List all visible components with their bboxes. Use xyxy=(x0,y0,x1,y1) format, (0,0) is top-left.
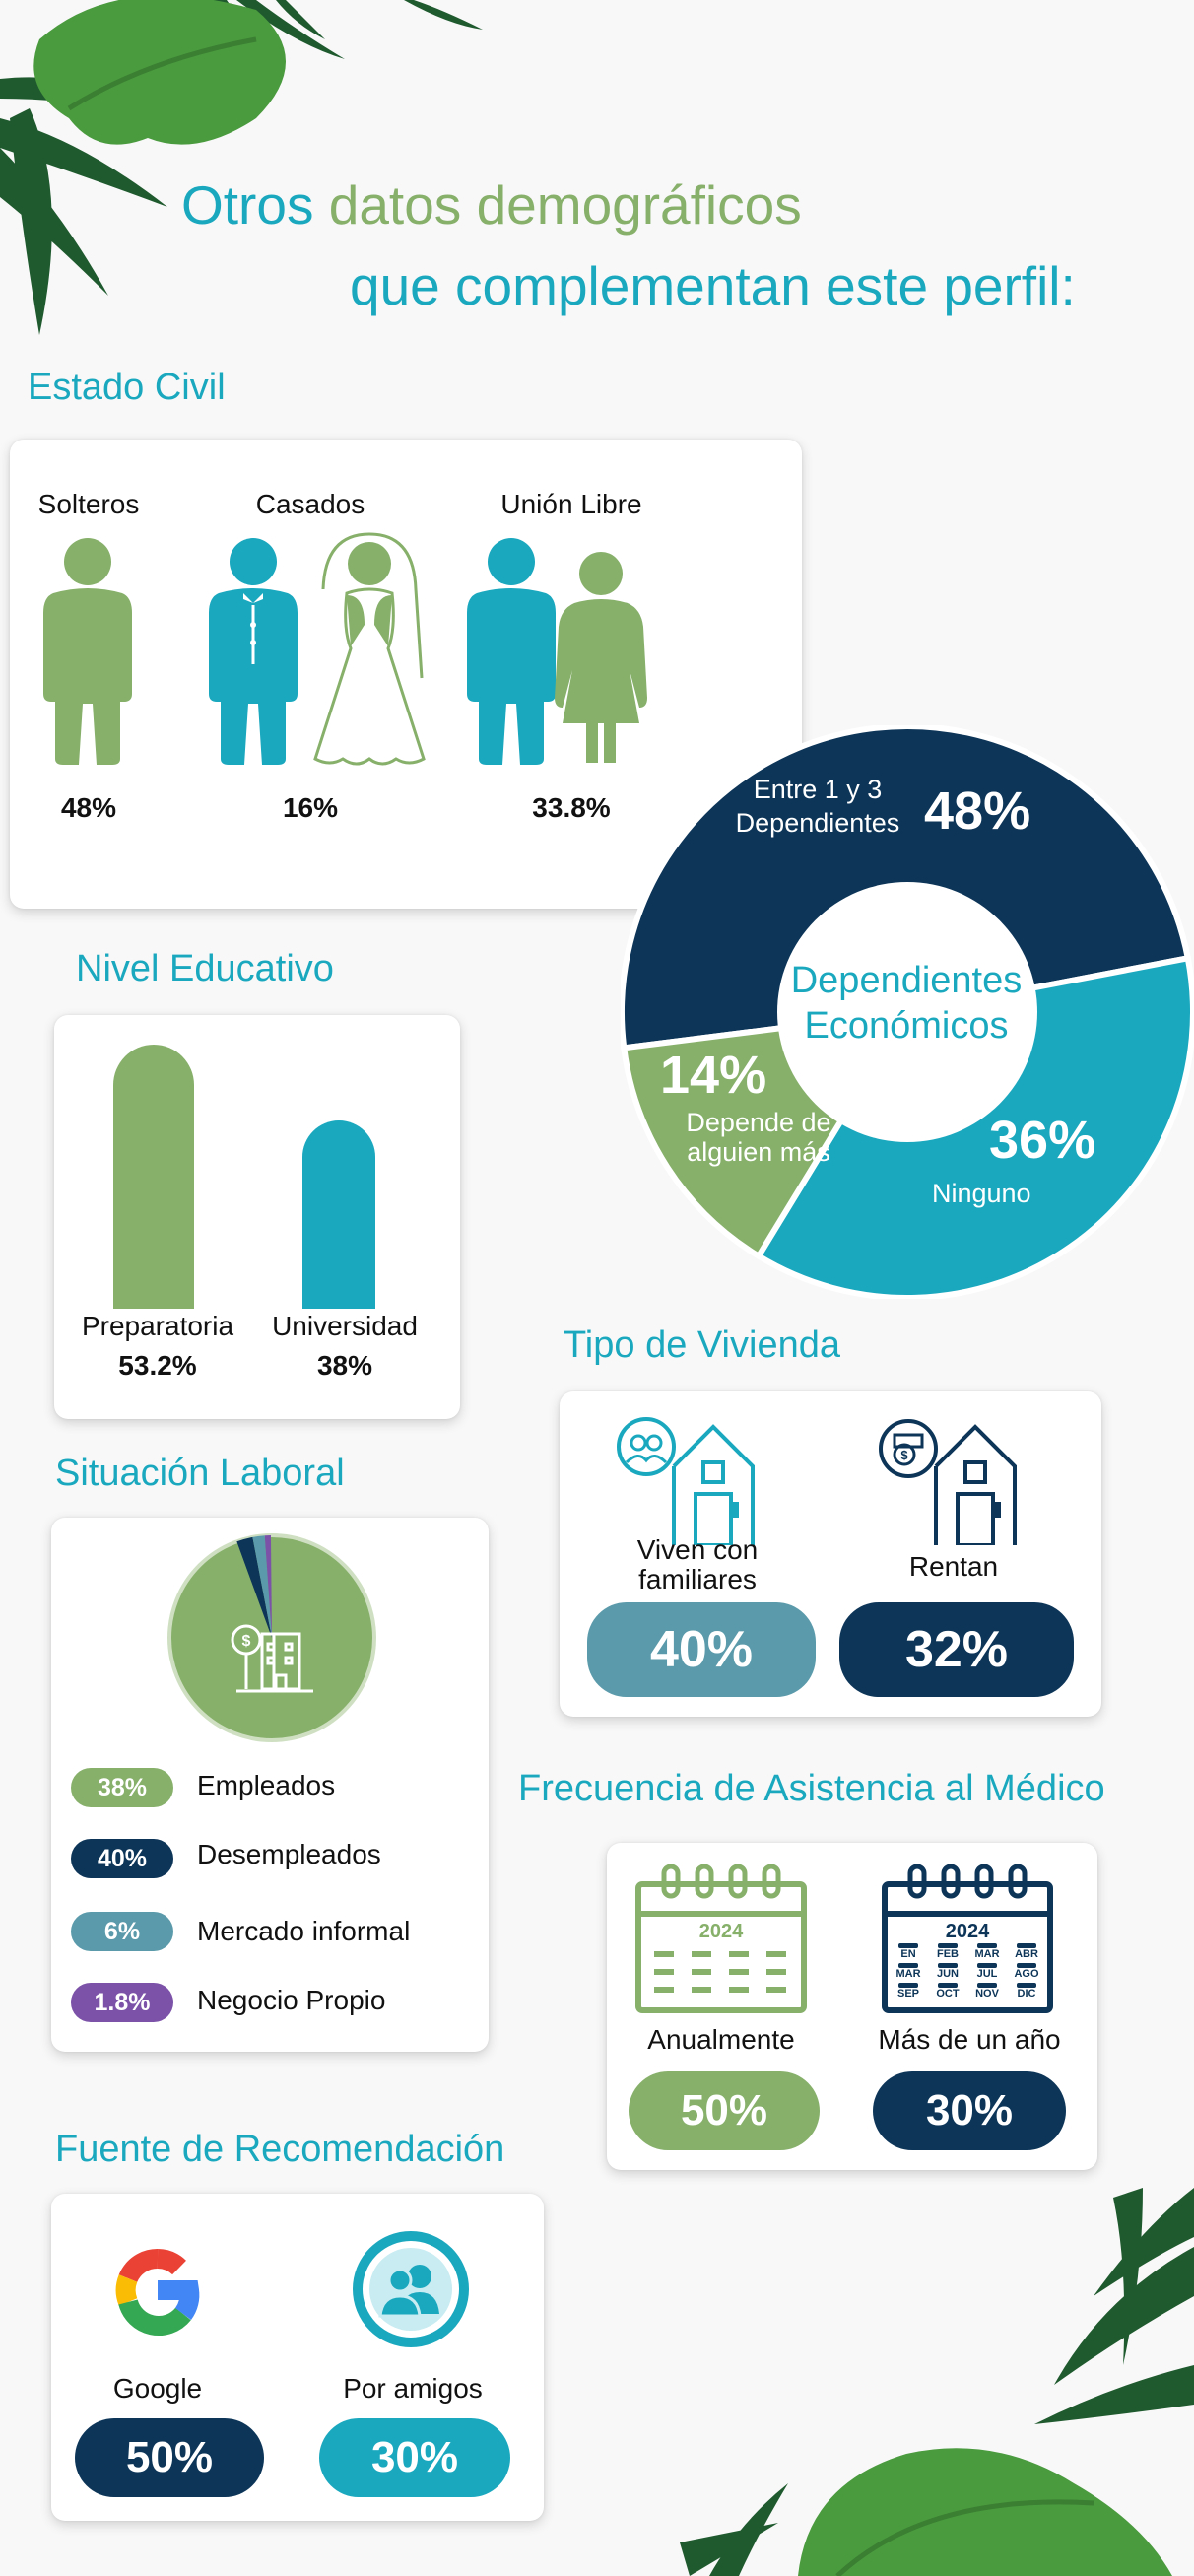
preparatoria-value: 53.2% xyxy=(118,1350,197,1381)
month-label: DIC xyxy=(1017,1988,1036,2000)
union-libre-label: Unión Libre xyxy=(500,489,642,519)
situacion-laboral-title: Situación Laboral xyxy=(55,1453,345,1494)
empleados-chip: 38% xyxy=(71,1768,173,1807)
house-rent-icon xyxy=(875,1407,1032,1545)
dep-slice-value-2: 36% xyxy=(989,1111,1096,1170)
svg-text:$: $ xyxy=(241,1633,251,1650)
dep-slice-label-3: Depende de alguien más xyxy=(686,1108,831,1167)
house-family-icon xyxy=(615,1407,772,1545)
dependientes-center-label: Dependientes Económicos xyxy=(790,960,1023,1047)
desempleados-label: Desempleados xyxy=(197,1839,381,1869)
header-line-2: que complementan este perfil: xyxy=(350,255,1076,316)
rentan-label: Rentan xyxy=(908,1551,999,1582)
google-label: Google xyxy=(112,2373,203,2404)
casados-value: 16% xyxy=(282,792,339,823)
bride-icon xyxy=(305,530,433,771)
svg-text:$: $ xyxy=(900,1448,908,1462)
header-line-1a: Otros xyxy=(181,174,329,236)
desempleados-chip: 40% xyxy=(71,1839,173,1878)
frecuencia-title: Frecuencia de Asistencia al Médico xyxy=(518,1768,1105,1809)
month-label: AGO xyxy=(1014,1968,1039,1980)
por-amigos-label: Por amigos xyxy=(343,2373,483,2404)
nivel-educativo-title: Nivel Educativo xyxy=(76,948,334,989)
month-label: JUL xyxy=(976,1968,998,1980)
tipo-vivienda-card xyxy=(560,1391,1101,1717)
dep-slice-label-2: Ninguno xyxy=(932,1179,1031,1208)
union-libre-value: 33.8% xyxy=(532,792,611,823)
estado-civil-title: Estado Civil xyxy=(28,367,226,408)
google-icon xyxy=(89,2221,227,2359)
anualmente-label: Anualmente xyxy=(647,2024,795,2055)
nivel-educativo-card xyxy=(54,1015,460,1419)
negocio-propio-chip: 1.8% xyxy=(71,1983,173,2022)
situacion-laboral-card xyxy=(51,1518,489,2052)
universidad-label: Universidad xyxy=(272,1311,418,1341)
month-label: ABR xyxy=(1015,1948,1038,1960)
calendar-annual-year: 2024 xyxy=(698,1921,744,1942)
mercado-informal-label: Mercado informal xyxy=(197,1916,411,1946)
dep-slice-value-1: 48% xyxy=(924,781,1031,841)
dep-slice-label-1: Entre 1 y 3 Dependientes xyxy=(735,775,900,838)
month-label: OCT xyxy=(936,1988,960,2000)
empleados-label: Empleados xyxy=(197,1770,336,1800)
casados-label: Casados xyxy=(255,489,365,519)
header-line-1b: datos demográficos xyxy=(328,174,802,236)
solteros-value: 48% xyxy=(60,792,117,823)
solteros-label: Solteros xyxy=(37,489,140,519)
month-label: SEP xyxy=(896,1988,920,2000)
universidad-bar xyxy=(302,1120,375,1309)
laboral-pie xyxy=(166,1531,378,1744)
laboral-slices xyxy=(169,1535,374,1740)
month-label: MAR xyxy=(896,1968,921,1980)
month-label: JUN xyxy=(936,1968,960,1980)
recomendacion-card xyxy=(51,2194,544,2521)
palm-leaves-bottom-right xyxy=(680,2168,1194,2576)
google-value: 50% xyxy=(75,2418,264,2497)
mercado-informal-chip: 6% xyxy=(71,1912,173,1951)
month-label: EN xyxy=(900,1948,916,1960)
calendar-annual-icon xyxy=(632,1863,810,2016)
viven-familiares-value: 40% xyxy=(587,1602,816,1697)
frecuencia-card xyxy=(607,1843,1097,2170)
calendar-months-icon xyxy=(879,1863,1056,2016)
calendar-months-year: 2024 xyxy=(945,1921,990,1942)
rentan-value: 32% xyxy=(839,1602,1074,1697)
dep-slice-value-3: 14% xyxy=(660,1046,767,1105)
month-label: FEB xyxy=(937,1948,959,1960)
tipo-vivienda-title: Tipo de Vivienda xyxy=(564,1324,840,1366)
por-amigos-value: 30% xyxy=(319,2418,510,2497)
preparatoria-label: Preparatoria xyxy=(81,1311,234,1341)
groom-icon xyxy=(199,536,307,765)
month-grid xyxy=(896,1943,1039,2000)
header-line-1 xyxy=(181,173,802,237)
single-person-icon xyxy=(33,536,142,765)
universidad-value: 38% xyxy=(316,1350,373,1381)
recomendacion-title: Fuente de Recomendación xyxy=(55,2129,505,2170)
negocio-propio-label: Negocio Propio xyxy=(197,1985,386,2015)
friends-icon xyxy=(341,2219,481,2359)
mas-de-un-ano-label: Más de un año xyxy=(878,2024,1061,2055)
mas-de-un-ano-value: 30% xyxy=(873,2071,1066,2150)
viven-familiares-label: Viven con familiares xyxy=(636,1534,759,1594)
anualmente-value: 50% xyxy=(629,2071,820,2150)
month-label: NOV xyxy=(975,1988,999,2000)
month-label: MAR xyxy=(974,1948,1000,1960)
preparatoria-bar xyxy=(113,1045,194,1309)
